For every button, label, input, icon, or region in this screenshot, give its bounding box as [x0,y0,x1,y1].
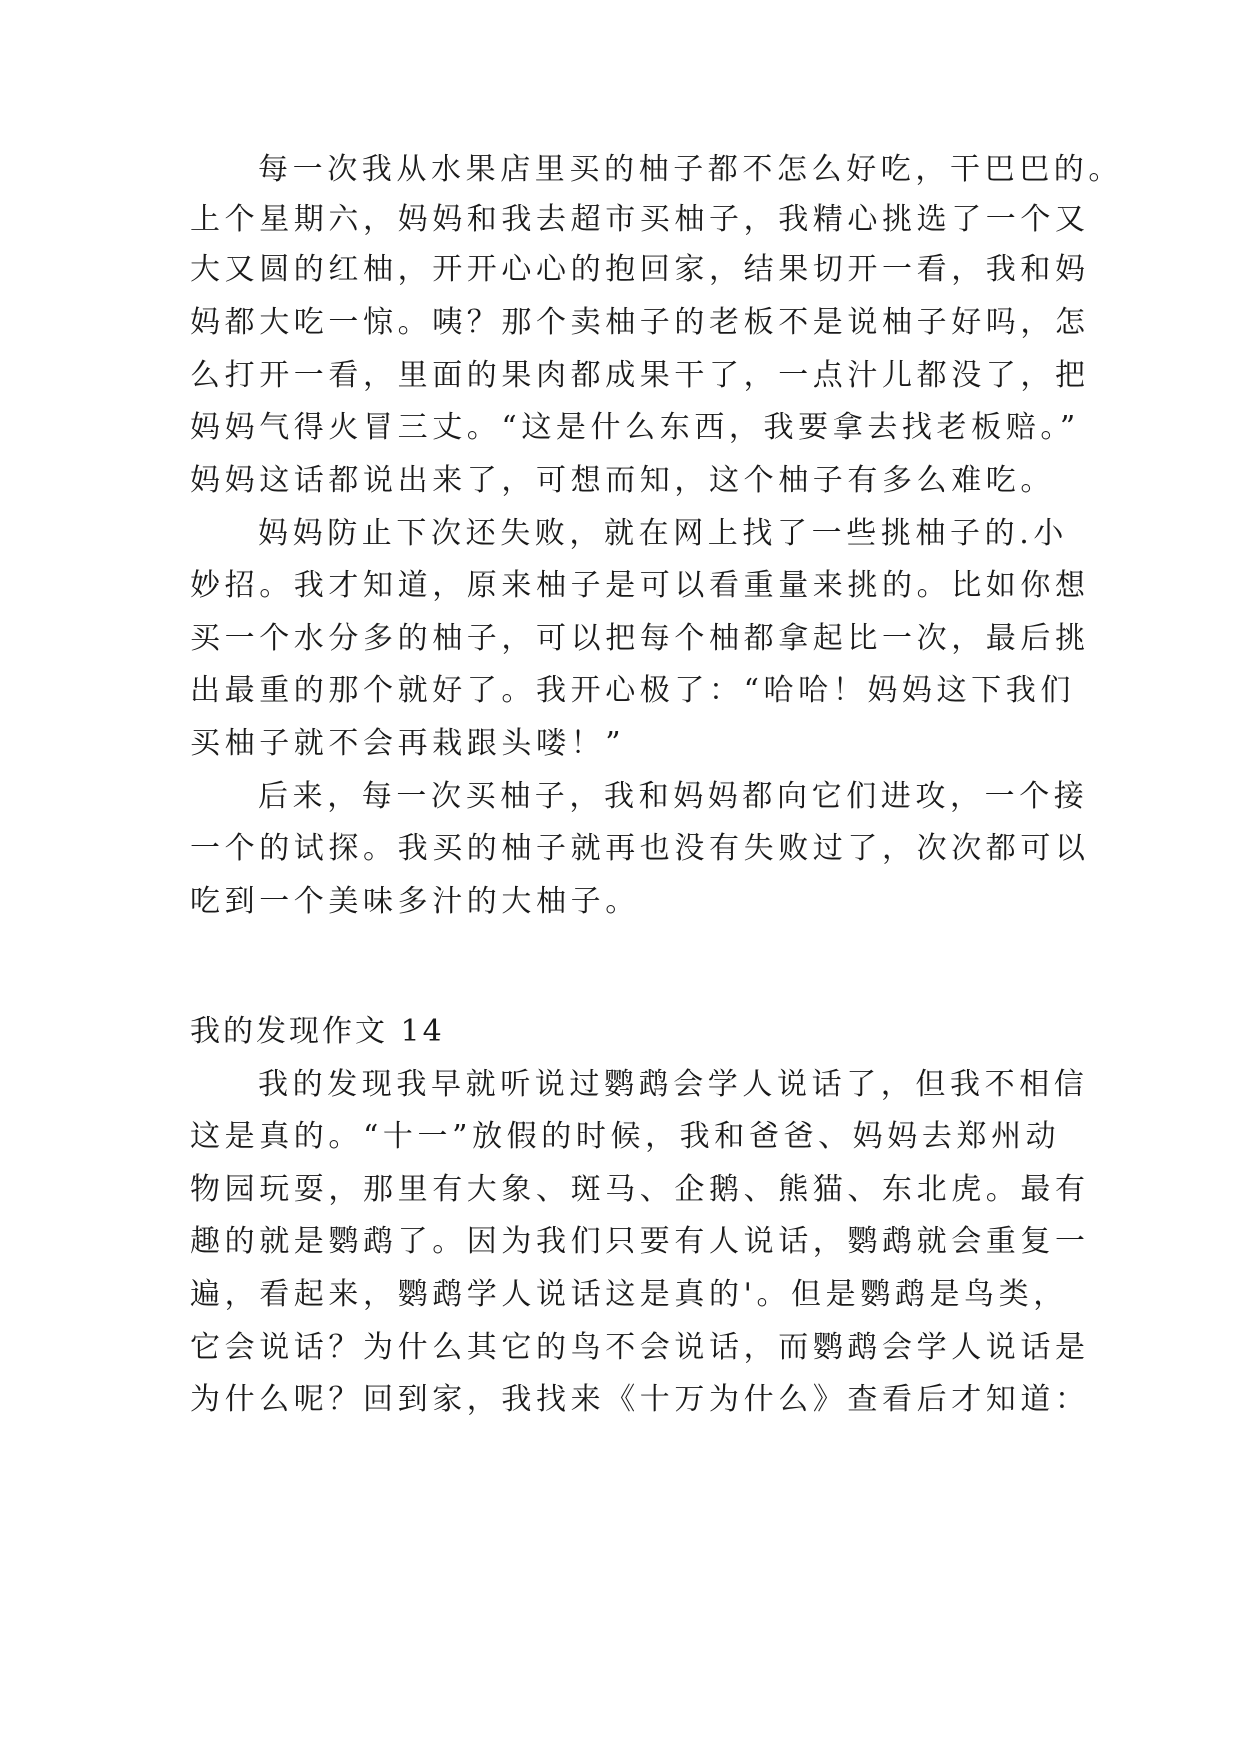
text-line: 遍，看起来，鹦鹉学人说话这是真的'。但是鹦鹉是鸟类， [190,1277,1068,1312]
text-line: 吃到一个美味多汁的大柚子。 [190,884,640,919]
text-line: 物园玩耍，那里有大象、斑马、企鹅、熊猫、东北虎。最有 [190,1172,1090,1207]
text-line: 后来，每一次买柚子，我和妈妈都向它们进攻，一个接 [258,779,1089,814]
text-line: 它会说话？为什么其它的鸟不会说话，而鹦鹉会学人说话是 [190,1330,1090,1365]
text-line: 趣的就是鹦鹉了。因为我们只要有人说话，鹦鹉就会重复一 [190,1224,1090,1259]
text-line: 每一次我从水果店里买的柚子都不怎么好吃，干巴巴的。 [258,152,1123,187]
text-line: 我的发现我早就听说过鹦鹉会学人说话了，但我不相信 [258,1067,1089,1102]
text-line: 买柚子就不会再栽跟头喽！” [190,726,626,761]
text-line: 上个星期六，妈妈和我去超市买柚子，我精心挑选了一个又 [190,202,1090,237]
text-line: 一个的试探。我买的柚子就再也没有失败过了，次次都可以 [190,831,1090,866]
text-line: 为什么呢？回到家，我找来《十万为什么》查看后才知道： [190,1382,1090,1417]
text-line: 妈都大吃一惊。咦？那个卖柚子的老板不是说柚子好吗，怎 [190,305,1090,340]
text-line: 妙招。我才知道，原来柚子是可以看重量来挑的。比如你想 [190,568,1090,603]
text-line: 妈妈防止下次还失败，就在网上找了一些挑柚子的.小 [258,516,1068,551]
text-line: 出最重的那个就好了。我开心极了：“哈哈！妈妈这下我们 [190,673,1075,708]
text-line: 这是真的。“十一”放假的时候，我和爸爸、妈妈去郑州动 [190,1119,1061,1154]
text-line: 妈妈这话都说出来了，可想而知，这个柚子有多么难吃。 [190,463,1055,498]
text-line: 妈妈气得火冒三丈。“这是什么东西，我要拿去找老板赔。” [190,410,1080,445]
text-line: 买一个水分多的柚子，可以把每个柚都拿起比一次，最后挑 [190,621,1090,656]
text-line: 大又圆的红柚，开开心心的抱回家，结果切开一看，我和妈 [190,252,1090,287]
text-line: 么打开一看，里面的果肉都成果干了，一点汁儿都没了，把 [190,358,1090,393]
essay-title: 我的发现作文 14 [190,1014,445,1049]
